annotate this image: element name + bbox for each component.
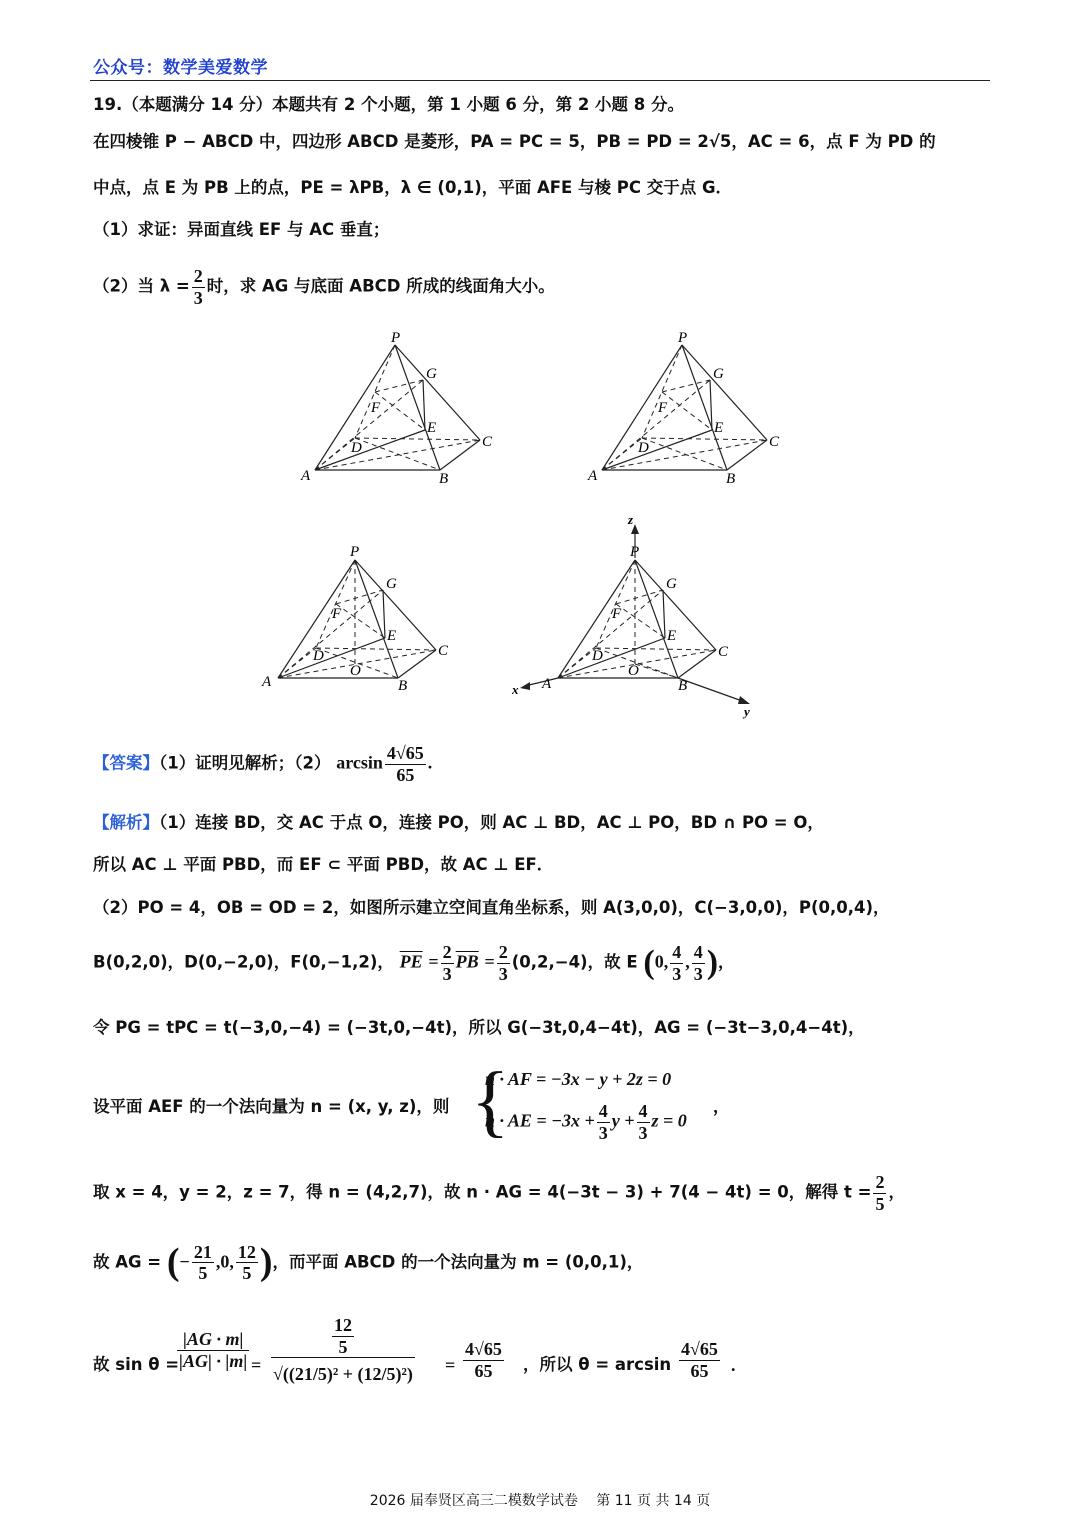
fig4-label-x: x [512, 682, 519, 697]
fig4-label-y: y [744, 704, 750, 719]
fig1-label-F: F [371, 400, 381, 416]
q2-num: 2 [193, 266, 203, 286]
l6-prefix: 设平面 AEF 的一个法向量为 n = (x, y, z)，则 [93, 1097, 450, 1116]
l4-frac-2-den: 3 [498, 963, 508, 984]
fig1-label-P: P [391, 330, 401, 346]
l9-end: . [731, 1355, 736, 1375]
figure-pyramid-1 [295, 330, 515, 490]
fig2-label-E: E [714, 420, 724, 436]
fig4-label-E: E [667, 628, 677, 644]
l9-prefix: 故 sin θ = [93, 1355, 180, 1374]
fig3-label-C: C [438, 643, 449, 659]
l9-frac-abs [177, 1329, 249, 1371]
l6-frac-1-num: 4 [598, 1101, 608, 1121]
header-divider [90, 80, 990, 81]
l8-paren-open: ( [166, 1241, 180, 1283]
fig2-label-A: A [588, 468, 598, 484]
q2-den: 3 [193, 287, 203, 308]
answer-arcsin: arcsin [336, 752, 383, 773]
fig1-label-E: E [427, 420, 437, 436]
question-2 [93, 266, 555, 308]
l8-frac-2-den: 5 [242, 1263, 252, 1284]
l6-frac-1-den: 3 [598, 1122, 608, 1143]
l4-paren-close: ) [706, 943, 719, 981]
l4-frac-2 [497, 942, 510, 984]
l4-frac-2-num: 2 [498, 942, 508, 962]
l4-frac-e2 [692, 942, 705, 984]
l9-frac-abs-den: |AG| · |m| [179, 1350, 248, 1371]
problem-line-2: 中点，点 E 为 PB 上的点，PE = λPB，λ ∈ (0,1)，平面 AFE 与棱 PC 交于点 G． [93, 178, 733, 197]
l7-frac-num: 2 [875, 1172, 885, 1192]
l7-text: 取 x = 4，y = 2，z = 7，得 n = (4,2,7)，故 n · AG = 4(−3t − 3) + 7(4 − 4t) = 0，解得 t = [93, 1182, 872, 1202]
fig3-label-A: A [262, 674, 272, 690]
l8-minus: − [179, 1251, 190, 1272]
l8-frac-1 [192, 1242, 214, 1284]
figure-pyramid-3 [258, 540, 468, 695]
l6-end: ， [713, 1097, 730, 1116]
q2-suffix: 时，求 AG 与底面 ABCD 所成的线面角大小。 [206, 276, 555, 296]
problem-line-1: 在四棱锥 P − ABCD 中，四边形 ABCD 是菱形，PA = PC = 5，PB = PD = 2√5，AC = 6，点 F 为 PD 的 [93, 132, 936, 151]
q2-fraction [192, 266, 205, 308]
l8-prefix: 故 AG = [93, 1252, 162, 1272]
fig3-label-D: D [313, 648, 324, 664]
l9-frac-r-num: 4√65 [465, 1339, 502, 1359]
fig4-label-C: C [718, 644, 729, 660]
fig2-label-C: C [769, 434, 780, 450]
analysis-line-2: 所以 AC ⊥ 平面 PBD，而 EF ⊂ 平面 PBD，故 AC ⊥ EF． [93, 855, 554, 874]
analysis-line-3: （2）PO = 4，OB = OD = 2，如图所示建立空间直角坐标系，则 A(3,0,0)，C(−3,0,0)，P(0,0,4)， [93, 898, 890, 917]
l9-frac-r-den: 65 [474, 1360, 493, 1381]
answer-text: （1）证明见解析；（2） [159, 753, 331, 773]
l6-brace: { [471, 1057, 510, 1145]
page-footer: 2026 届奉贤区高三二模数学试卷 第 11 页 共 14 页 [369, 1493, 711, 1509]
analysis-l1: （1）连接 BD，交 AC 于点 O，连接 PO，则 AC ⊥ BD，AC ⊥ PO，BD ∩ PO = O， [159, 813, 824, 832]
figure-pyramid-2 [582, 330, 802, 490]
answer-fraction [385, 743, 426, 785]
l7-end: ， [888, 1182, 905, 1202]
l4-paren-open: ( [643, 943, 655, 981]
l9-eq2: = [445, 1355, 456, 1375]
fig4-label-z: z [628, 512, 634, 527]
l4-comma: , [685, 951, 690, 972]
fig2-label-P: P [678, 330, 688, 346]
q2-prefix: （2）当 λ = [93, 276, 190, 296]
l8-frac-2 [236, 1242, 258, 1284]
fig4-label-O: O [628, 663, 639, 679]
account-header: 公众号：数学美爱数学 [93, 58, 268, 78]
l9-frac-big-num [271, 1315, 415, 1358]
fig2-label-B: B [726, 471, 736, 487]
l6-eq2a: n · AE = −3x + [485, 1110, 595, 1131]
l8-mid: ,0, [215, 1251, 234, 1272]
l8-suffix: ，而平面 ABCD 的一个法向量为 m = (0,0,1)， [272, 1252, 644, 1272]
l8-frac-2-num: 12 [237, 1241, 256, 1262]
l9-frac-big-den: √((21/5)² + (12/5)²) [273, 1364, 413, 1385]
fig4-label-A: A [542, 676, 552, 692]
l4-vec-pe: $\overline{PE}$ [399, 951, 423, 972]
l7-frac [873, 1172, 886, 1214]
l4-vector: (0,2,−4)，故 E [511, 952, 638, 972]
answer-tag: 【答案】 [93, 753, 159, 773]
fig4-label-B: B [678, 678, 688, 694]
l4-frac-e2-den: 3 [693, 963, 703, 984]
l4-frac-1-num: 2 [442, 942, 452, 962]
l9-eq1: = [251, 1355, 262, 1375]
l4-end: ， [718, 952, 735, 972]
fig3-label-E: E [387, 628, 397, 644]
fig4-label-G: G [666, 576, 677, 592]
analysis-tag: 【解析】 [93, 813, 159, 832]
l6-eq1: n · AF = −3x − y + 2z = 0 [485, 1069, 672, 1089]
l9-frac-abs-num: |AG · m| [177, 1329, 249, 1351]
l8-paren-close: ) [259, 1241, 273, 1283]
l6-frac-2-den: 3 [638, 1122, 648, 1143]
l9-frac-final [679, 1339, 720, 1381]
fig2-label-F: F [658, 400, 668, 416]
l9-frac-r [463, 1339, 504, 1381]
fig4-label-F: F [612, 606, 622, 622]
analysis-line-8 [93, 1240, 643, 1286]
l9-mid: ，所以 θ = arcsin [523, 1355, 672, 1374]
l7-frac-den: 5 [875, 1193, 885, 1214]
l4-points: B(0,2,0)，D(0,−2,0)，F(0,−1,2)， [93, 952, 394, 972]
l4-vec-pb: $\overline{PB}$ [455, 951, 479, 972]
fig1-label-D: D [351, 440, 362, 456]
fig1-label-A: A [301, 468, 311, 484]
question-1: （1）求证：异面直线 EF 与 AC 垂直； [93, 220, 390, 239]
l9-frac-final-den: 65 [690, 1360, 709, 1381]
analysis-line-5: 令 PG = tPC = t(−3,0,−4) = (−3t,0,−4t)，所以 G(−3t,0,4−4t)，AG = (−3t−3,0,4−4t)， [93, 1018, 865, 1037]
fig2-label-G: G [713, 366, 724, 382]
answer-end: . [427, 752, 433, 773]
fig1-label-B: B [439, 471, 449, 487]
l6-frac-2 [637, 1101, 650, 1143]
l9-frac-top-num: 12 [333, 1315, 352, 1335]
figure-pyramid-axes [510, 510, 770, 720]
l6-eq2b: y + [611, 1110, 635, 1131]
problem-title: 19.（本题满分 14 分）本题共有 2 个小题，第 1 小题 6 分，第 2 小题 8 分。 [93, 95, 685, 114]
fig4-label-D: D [592, 648, 603, 664]
l4-e0: 0, [654, 951, 669, 972]
analysis-line-4 [93, 942, 735, 984]
fig3-label-O: O [350, 663, 361, 679]
l4-frac-e1-num: 4 [672, 942, 682, 962]
l4-frac-e2-num: 4 [693, 942, 703, 962]
l9-frac-top [332, 1315, 354, 1357]
l8-frac-1-den: 5 [198, 1263, 208, 1284]
l4-eq2: = [484, 951, 495, 972]
fig4-label-P: P [630, 544, 640, 560]
l9-frac-big [271, 1315, 415, 1385]
fig3-label-F: F [332, 606, 342, 622]
fig1-label-C: C [482, 434, 493, 450]
fig1-label-G: G [426, 366, 437, 382]
fig3-label-B: B [398, 678, 408, 694]
l6-frac-2-num: 4 [638, 1101, 648, 1121]
analysis-line-7 [93, 1172, 905, 1214]
analysis-line-1 [93, 813, 824, 833]
l4-frac-1-den: 3 [442, 963, 452, 984]
l4-frac-1 [441, 942, 454, 984]
l4-eq1: = [428, 951, 439, 972]
l9-frac-top-den: 5 [338, 1336, 348, 1357]
fig3-label-P: P [350, 544, 360, 560]
l6-eq2 [485, 1101, 687, 1143]
fig2-label-D: D [638, 440, 649, 456]
answer-num: 4√65 [386, 743, 424, 763]
l6-frac-1 [597, 1101, 610, 1143]
l4-frac-e1 [670, 942, 683, 984]
answer-line [93, 743, 432, 785]
answer-den: 65 [396, 764, 415, 785]
l8-frac-1-num: 21 [193, 1241, 212, 1262]
l9-frac-final-num: 4√65 [681, 1339, 718, 1359]
fig3-label-G: G [386, 576, 397, 592]
l6-eq2c: z = 0 [651, 1110, 687, 1131]
l4-frac-e1-den: 3 [672, 963, 682, 984]
